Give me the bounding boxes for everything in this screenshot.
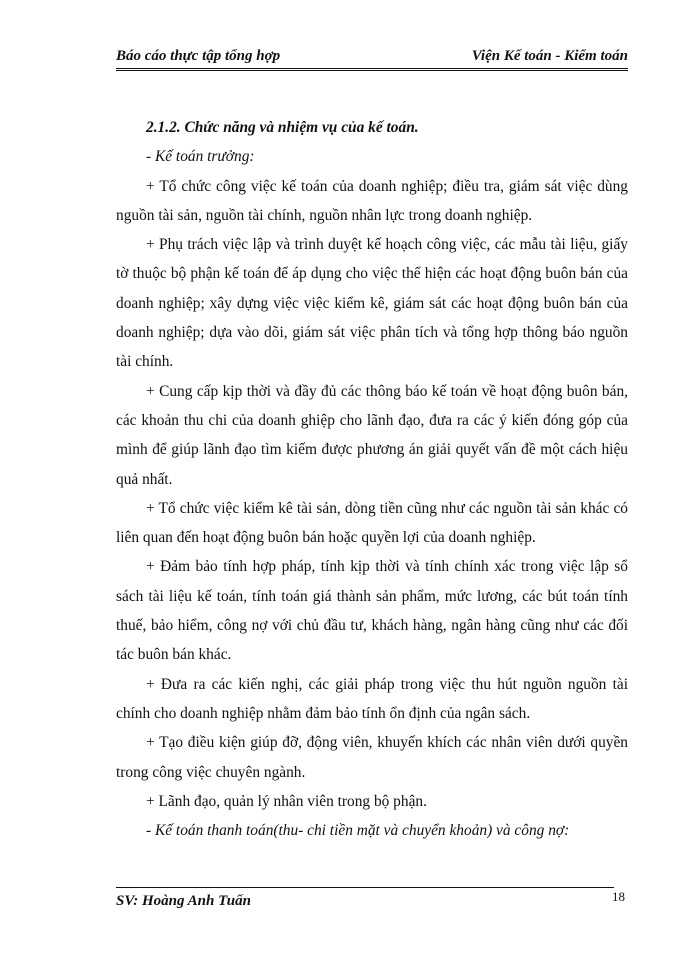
paragraph-6: + Đưa ra các kiến nghị, các giải pháp trong việc thu hút nguồn nguồn tài chính cho doanh nghiệp nhằm đảm bảo tính ổn định của ngân sách. <box>116 675 628 722</box>
page-body <box>116 113 628 845</box>
paragraph-4: + Tổ chức việc kiểm kê tài sản, dòng tiền cũng như các nguồn tài sản khác có liên quan đến hoạt động buôn bán hoặc quyền lợi của doanh nghiệp. <box>116 499 628 547</box>
paragraph-5: + Đảm bảo tính hợp pháp, tính kịp thời và tính chính xác trong việc lập sổ sách tài liệu kế toán, tính toán giá thành sản phẩm, mức lương, các bút toán tính thuế, bảo hiểm, công nợ với chủ đầu tư, khách hàng, ngân hàng cũng như các đối tác buôn bán khác. <box>116 558 628 664</box>
section-heading: 2.1.2. Chức năng và nhiệm vụ của kế toán. <box>146 119 419 136</box>
page-header <box>116 46 628 71</box>
paragraph-2: + Phụ trách việc lập và trình duyệt kế hoạch công việc, các mẫu tài liệu, giấy tờ thuộc bộ phận kế toán để áp dụng cho việc thể hiện các hoạt động buôn bán của doanh nghiệp; xây dựng việc việc kiểm kê, giám sát các hoạt động buôn bán của doanh nghiệp; dựa vào dõi, giám sát việc phân tích và tổng hợp thông báo nguồn tài chính. <box>116 236 628 371</box>
paragraph-1: + Tổ chức công việc kế toán của doanh nghiệp; điều tra, giám sát việc dùng nguồn tài sản, nguồn tài chính, nguồn nhân lực trong doanh nghiệp. <box>116 177 628 224</box>
header-report-title: Báo cáo thực tập tổng hợp <box>116 48 281 64</box>
payment-accountant-title: - Kế toán thanh toán(thu- chi tiền mặt và chuyển khoản) và công nợ: <box>146 822 570 840</box>
page-number: 18 <box>612 889 625 904</box>
paragraph-7: + Tạo điều kiện giúp đỡ, động viên, khuyến khích các nhân viên dưới quyền trong công việc chuyên ngành. <box>116 734 628 781</box>
footer-student-name: SV: Hoàng Anh Tuấn <box>116 893 251 909</box>
chief-accountant-title: - Kế toán trưởng: <box>146 148 255 166</box>
footer-divider <box>116 887 614 888</box>
header-institute: Viện Kế toán - Kiểm toán <box>471 48 628 64</box>
paragraph-3: + Cung cấp kịp thời và đầy đủ các thông báo kế toán về hoạt động buôn bán, các khoản thu chi của doanh ghiệp cho lãnh đạo, đưa ra các ý kiến đóng góp của mình để giúp lãnh đạo tìm kiếm được phương án giải quyết vấn đề một cách hiệu quả nhất. <box>116 382 628 488</box>
paragraph-8: + Lãnh đạo, quản lý nhân viên trong bộ phận. <box>146 792 427 810</box>
